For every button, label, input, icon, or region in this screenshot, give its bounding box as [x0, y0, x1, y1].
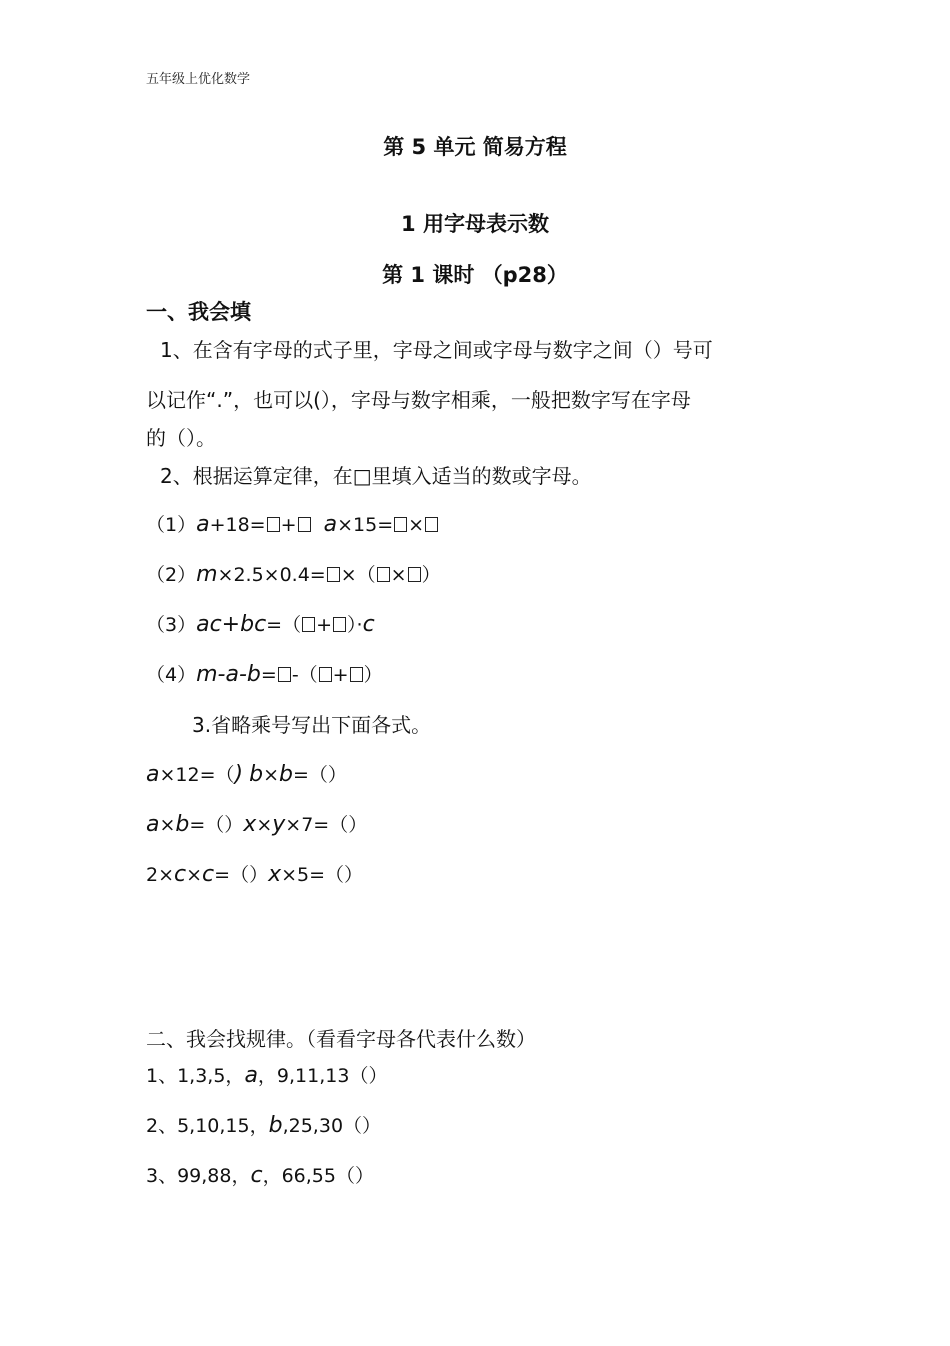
blank-box: [327, 567, 340, 582]
q3-row-3: 2×c×c=（）x×5=（）: [146, 862, 364, 887]
section1-title: 一、我会填: [146, 300, 251, 324]
q2-item-2: （2）m×2.5×0.4= ×（ × ）: [146, 562, 441, 587]
blank-box: [267, 517, 280, 532]
q3-row-1: a×12=（) b×b=（）: [146, 762, 347, 787]
q2-instruction: 2、根据运算定律，在□里填入适当的数或字母。: [160, 464, 592, 488]
q1-line3: 的（）。: [146, 426, 216, 450]
q2-item-3: （3）ac+bc=（ + ）·c: [146, 612, 375, 637]
blank-box: [333, 617, 346, 632]
pattern-item-1: 1、1,3,5，a，9,11,13（）: [146, 1063, 388, 1088]
pattern-item-3: 3、99,88，c，66,55（）: [146, 1163, 374, 1188]
q2-item-4: （4）m-a-b= -（ + ）: [146, 662, 383, 687]
blank-box: [408, 567, 421, 582]
blank-box: [425, 517, 438, 532]
unit-title: 第 5 单元 简易方程: [383, 135, 567, 159]
blank-box: [298, 517, 311, 532]
pattern-item-2: 2、5,10,15，b,25,30（）: [146, 1113, 382, 1138]
q1-line1: 1、在含有字母的式子里，字母之间或字母与数字之间（）号可: [160, 338, 713, 362]
section2-title: 二、我会找规律。（看看字母各代表什么数）: [146, 1027, 536, 1051]
q2-item-1: （1）a+18= + a×15= ×: [146, 510, 439, 537]
blank-box: [302, 617, 315, 632]
lesson-title: 1 用字母表示数: [401, 212, 549, 236]
blank-box: [319, 667, 332, 682]
page-header: 五年级上优化数学: [146, 72, 251, 87]
period-title: 第 1 课时 （p28）: [382, 263, 568, 287]
q3-instruction: 3.省略乘号写出下面各式。: [192, 713, 432, 737]
blank-box: [350, 667, 363, 682]
q1-line2: 以记作“.”，也可以(），字母与数字相乘，一般把数字写在字母: [146, 388, 691, 412]
blank-box: [278, 667, 291, 682]
blank-box: [394, 517, 407, 532]
q3-row-2: a×b=（）x×y×7=（）: [146, 812, 368, 837]
blank-box: [377, 567, 390, 582]
